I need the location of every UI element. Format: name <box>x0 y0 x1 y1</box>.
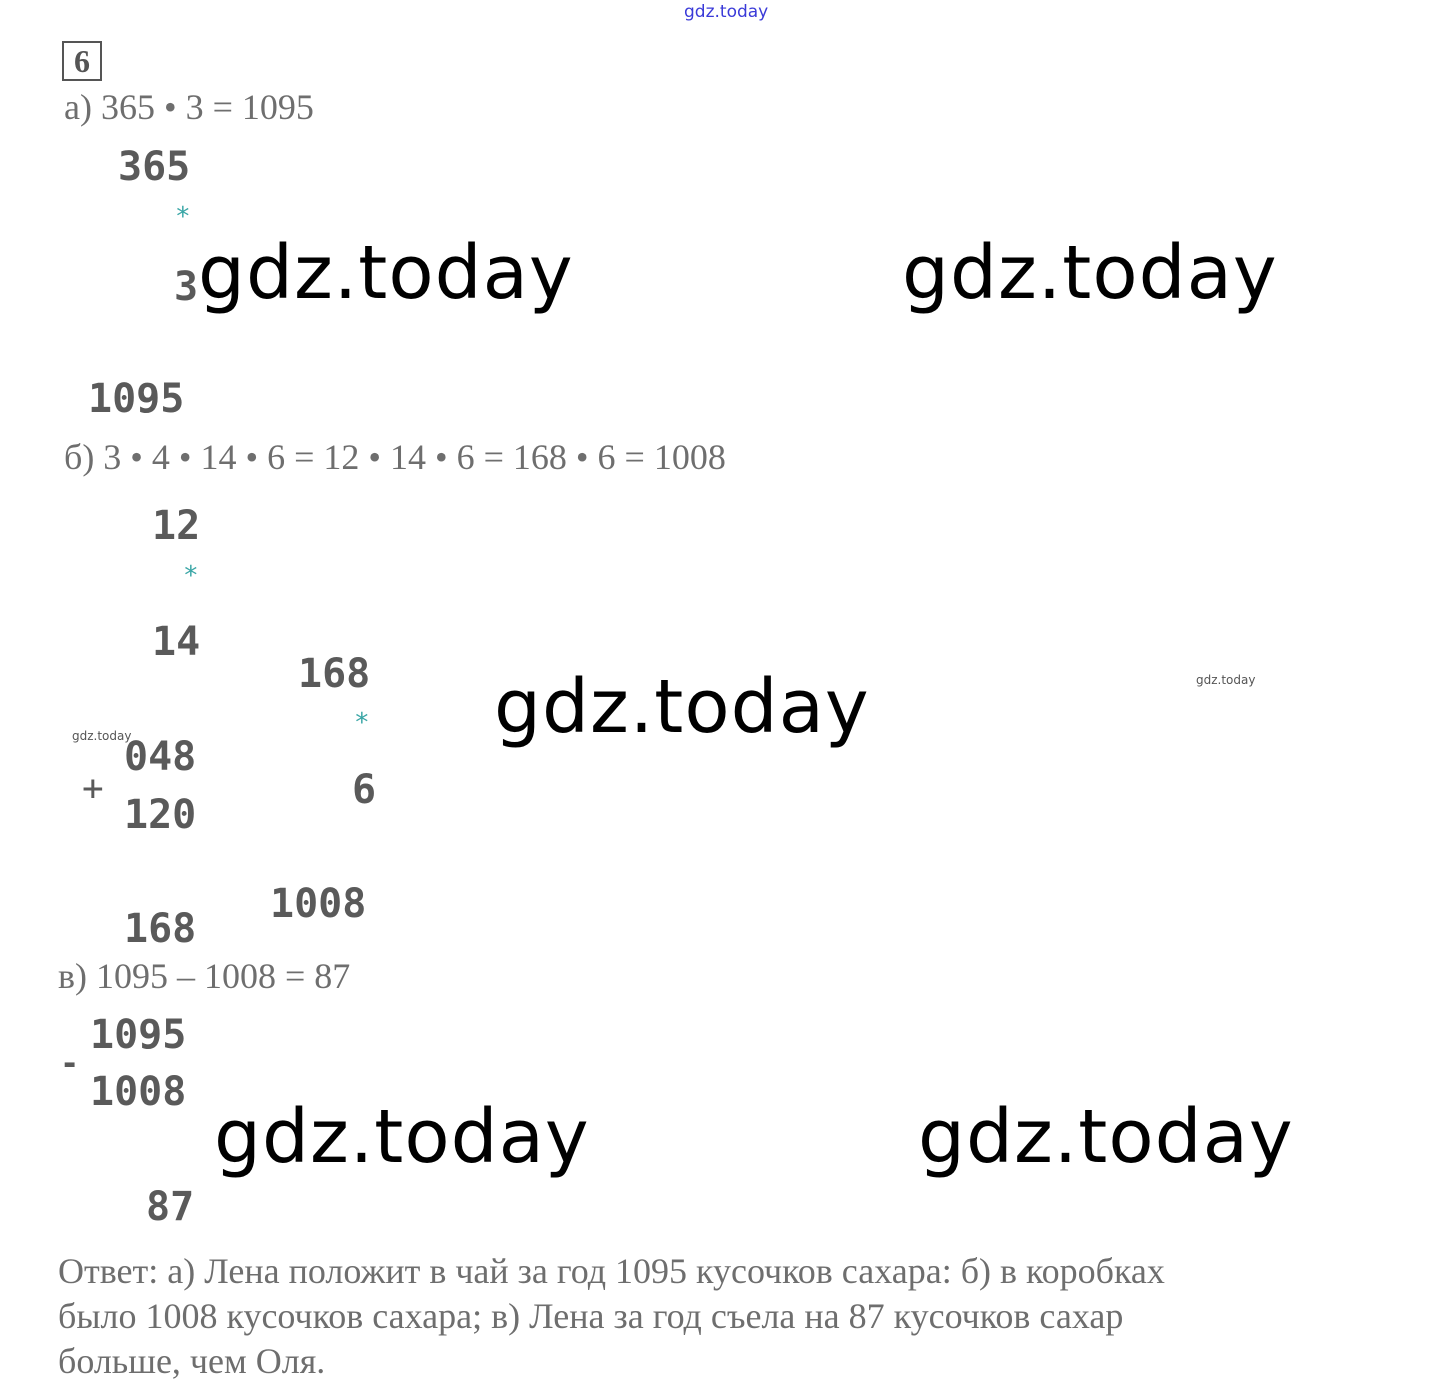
part-b-col1-partial-1: 048 <box>124 734 197 780</box>
part-a-result: 1095 <box>88 376 185 422</box>
part-b-col1-multiplier: 14 <box>152 619 201 665</box>
watermark-large: gdz.today <box>198 230 574 316</box>
part-b-col2-multiply-sign: * <box>354 708 370 738</box>
part-b-col1-multiply-sign: * <box>183 561 199 591</box>
part-c-equation: в) 1095 – 1008 = 87 <box>58 956 351 996</box>
part-a-multiplicand: 365 <box>118 144 191 190</box>
watermark-large: gdz.today <box>918 1094 1294 1180</box>
watermark-large: gdz.today <box>494 664 870 750</box>
part-b-col1-result: 168 <box>124 906 197 952</box>
part-b-col1-plus-sign: + <box>82 768 104 809</box>
part-b-equation: б) 3 • 4 • 14 • 6 = 12 • 14 • 6 = 168 • 6 = 1008 <box>64 437 726 477</box>
part-a-multiplier: 3 <box>174 264 199 310</box>
part-c-minus-sign: - <box>60 1044 80 1082</box>
part-b-col2-result: 1008 <box>270 881 367 927</box>
part-c-minuend: 1095 <box>90 1012 187 1058</box>
part-c-result: 87 <box>146 1184 195 1230</box>
part-b-col2-multiplicand: 168 <box>298 651 371 697</box>
part-a-multiply-sign: * <box>175 202 191 232</box>
part-b-col1-multiplicand: 12 <box>152 503 201 549</box>
answer-line-3: больше, чем Оля. <box>58 1341 326 1381</box>
watermark-large: gdz.today <box>214 1094 590 1180</box>
part-b-col1-partial-2: 120 <box>124 792 197 838</box>
part-b-col2-multiplier: 6 <box>352 767 377 813</box>
part-a-equation: а) 365 • 3 = 1095 <box>64 87 314 127</box>
watermark-large: gdz.today <box>902 230 1278 316</box>
watermark-top: gdz.today <box>684 2 769 22</box>
task-number: 6 <box>62 41 102 81</box>
watermark-small: gdz.today <box>72 729 132 743</box>
part-c-subtrahend: 1008 <box>90 1069 187 1115</box>
answer-line-1: Ответ: а) Лена положит в чай за год 1095 кусочков сахара: б) в коробках <box>58 1251 1165 1291</box>
watermark-small: gdz.today <box>1196 673 1256 687</box>
answer-line-2: было 1008 кусочков сахара; в) Лена за год съела на 87 кусочков сахар <box>58 1296 1124 1336</box>
